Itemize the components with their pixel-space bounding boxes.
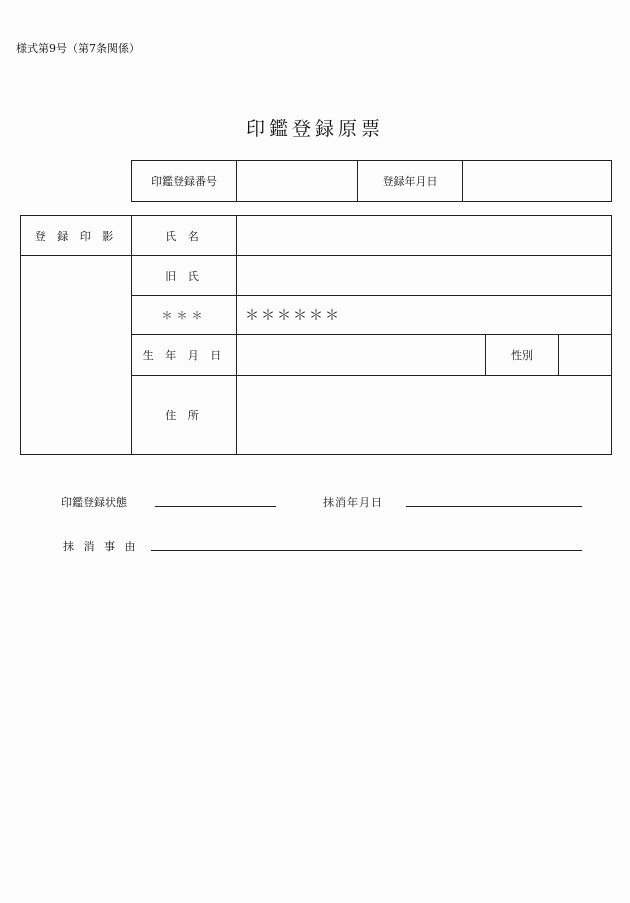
registration-date-field[interactable]	[463, 161, 612, 202]
birthdate-field[interactable]	[237, 335, 486, 375]
registration-date-label: 登録年月日	[358, 161, 463, 202]
form-number: 様式第9号（第7条関係）	[16, 42, 140, 55]
applicant-table	[20, 215, 612, 455]
birthdate-label: 生 年 月 日	[132, 335, 237, 375]
masked-label: ＊＊＊	[132, 296, 237, 335]
former-name-label: 旧 氏	[132, 256, 237, 296]
address-field[interactable]	[237, 375, 612, 454]
address-label: 住 所	[132, 375, 237, 454]
masked-field[interactable]: ＊＊＊＊＊＊	[237, 296, 612, 335]
registration-number-field[interactable]	[237, 161, 358, 202]
cancel-reason-label: 抹 消 事 由	[63, 540, 139, 553]
page-title: 印鑑登録原票	[245, 118, 384, 140]
registration-table	[131, 160, 612, 202]
gender-label: 性別	[486, 335, 559, 375]
gender-field[interactable]	[559, 335, 612, 375]
seal-impression-area[interactable]	[21, 256, 132, 455]
name-label: 氏 名	[132, 216, 237, 256]
status-field[interactable]	[155, 506, 276, 507]
registration-number-label: 印鑑登録番号	[132, 161, 237, 202]
cancel-reason-field[interactable]	[151, 550, 582, 551]
name-field[interactable]	[237, 216, 612, 256]
cancel-date-field[interactable]	[406, 506, 582, 507]
seal-impression-label: 登 録 印 影	[21, 216, 132, 256]
cancel-date-label: 抹消年月日	[323, 496, 383, 509]
status-label: 印鑑登録状態	[61, 496, 127, 509]
former-name-field[interactable]	[237, 256, 612, 296]
